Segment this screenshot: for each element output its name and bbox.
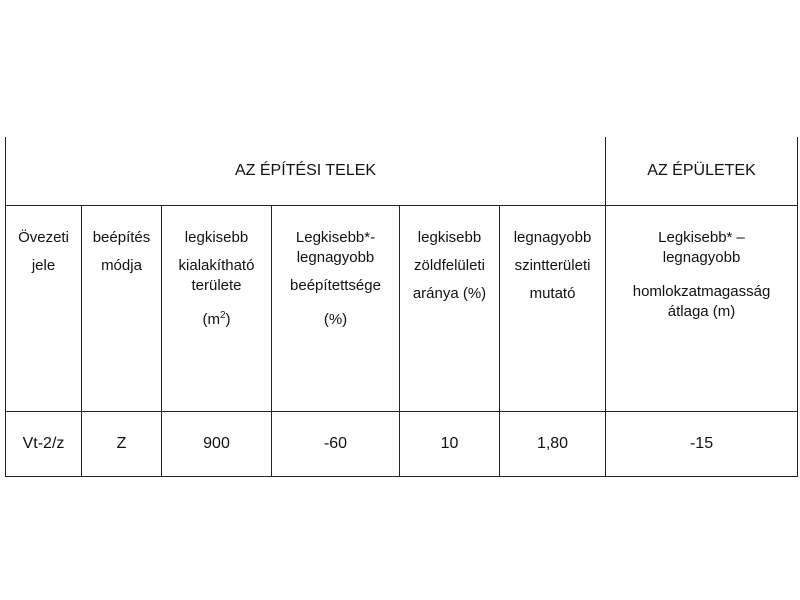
header-green-ratio-line: legkisebb — [417, 229, 482, 246]
cell-zone-code: Vt-2/z — [6, 412, 82, 477]
header-floor-ratio — [500, 206, 606, 412]
header-min-area-line: kialakítható — [178, 257, 255, 274]
header-coverage-line: beépítettsége — [290, 277, 381, 294]
header-green-ratio-line: zöldfelületi — [414, 257, 485, 274]
header-floor-ratio-line: mutató — [529, 285, 576, 302]
header-floor-ratio-line: szintterületi — [514, 257, 591, 274]
group-header-row — [6, 137, 798, 206]
header-min-area — [162, 206, 272, 412]
cell-green-ratio: 10 — [400, 412, 500, 477]
unit-close: ) — [225, 311, 231, 328]
header-coverage-line: (%) — [323, 311, 348, 328]
header-coverage — [272, 206, 400, 412]
header-min-area-unit — [164, 310, 269, 330]
unit-open: (m — [202, 311, 220, 328]
group-building-header — [606, 137, 798, 206]
header-zone-code-line: Övezeti — [18, 229, 69, 246]
header-green-ratio — [400, 206, 500, 412]
header-min-area-line: területe — [191, 277, 242, 294]
header-zone-code-line: jele — [31, 257, 56, 274]
unit-exponent: 2 — [219, 310, 226, 321]
header-zone-code — [6, 206, 82, 412]
cell-coverage: -60 — [272, 412, 400, 477]
column-header-row — [6, 206, 798, 412]
header-facade-height — [606, 206, 798, 412]
header-coverage-line: legnagyobb — [296, 249, 375, 266]
header-facade-height-line: homlokzatmagasság — [632, 283, 771, 300]
header-facade-height-line: legnagyobb — [662, 249, 741, 266]
header-facade-height-line: Legkisebb* – — [658, 229, 745, 246]
header-coverage-line: Legkisebb*- — [295, 229, 376, 246]
header-build-method — [82, 206, 162, 412]
header-build-method-line: beépítés — [92, 229, 151, 246]
zoning-table — [5, 137, 798, 477]
group-building-label: AZ ÉPÜLETEK — [647, 162, 756, 179]
cell-floor-ratio: 1,80 — [500, 412, 606, 477]
table-row — [6, 412, 798, 477]
group-plot-label: AZ ÉPÍTÉSI TELEK — [234, 162, 377, 179]
header-min-area-line: legkisebb — [184, 229, 249, 246]
group-plot-header — [6, 137, 606, 206]
cell-facade-height: -15 — [606, 412, 798, 477]
header-floor-ratio-line: legnagyobb — [513, 229, 592, 246]
header-facade-height-line: átlaga (m) — [667, 303, 736, 320]
cell-build-method: Z — [82, 412, 162, 477]
cell-min-area: 900 — [162, 412, 272, 477]
header-build-method-line: módja — [101, 257, 142, 274]
header-green-ratio-line: aránya (%) — [412, 285, 487, 302]
